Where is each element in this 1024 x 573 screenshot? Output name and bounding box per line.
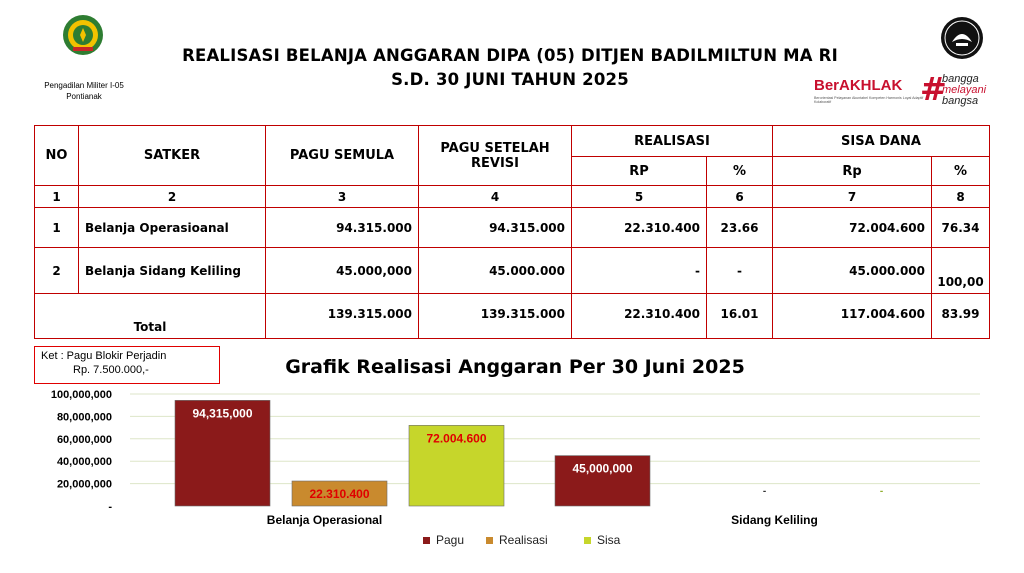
total-realisasi-rp: 22.310.400 <box>572 294 707 339</box>
data-label: 72.004.600 <box>426 431 487 446</box>
header-sisa-pct: % <box>932 157 990 186</box>
column-number: 4 <box>419 186 572 208</box>
brand-word: BerAKHLAK <box>814 77 903 94</box>
legend-label: Pagu <box>436 533 465 547</box>
column-number-row <box>35 186 990 208</box>
header-realisasi: REALISASI <box>572 126 773 157</box>
cell-sisa-rp: 45.000.000 <box>773 248 932 294</box>
header-realisasi-rp: RP <box>572 157 707 186</box>
header-sisa-rp: Rp <box>773 157 932 186</box>
bar-chart <box>0 384 1024 573</box>
cell-pagu-semula: 94.315.000 <box>266 208 419 248</box>
court-name-line2: Pontianak <box>66 92 102 101</box>
column-number: 7 <box>773 186 932 208</box>
cell-realisasi-rp: - <box>572 248 707 294</box>
total-pagu-semula: 139.315.000 <box>266 294 419 339</box>
x-category-label: Sidang Keliling <box>731 513 818 527</box>
total-row <box>35 294 990 339</box>
header-pagu-revisi-line1: PAGU SETELAH <box>440 140 550 156</box>
legend-swatch-pagu <box>423 537 430 544</box>
cell-no: 2 <box>35 248 79 294</box>
cell-realisasi-pct: 23.66 <box>707 208 773 248</box>
column-number: 2 <box>79 186 266 208</box>
page-title <box>140 44 880 92</box>
institution-emblem-icon <box>940 16 984 60</box>
y-tick-label: - <box>108 501 112 513</box>
court-name <box>24 80 144 102</box>
slogan-word-3: bangsa <box>942 95 979 107</box>
cell-pagu-semula: 45.000,000 <box>266 248 419 294</box>
y-tick-label: 100,000,000 <box>50 389 112 401</box>
table-row <box>35 208 990 248</box>
header-pagu-semula: PAGU SEMULA <box>266 126 419 186</box>
slogan-word-2: melayani <box>942 84 987 96</box>
cell-satker: Belanja Sidang Keliling <box>79 248 266 294</box>
note-box <box>34 346 220 384</box>
header-pagu-revisi <box>419 126 572 186</box>
cell-satker: Belanja Operasioanal <box>79 208 266 248</box>
cell-sisa-pct: 100,00 <box>932 248 990 294</box>
cell-sisa-pct: 76.34 <box>932 208 990 248</box>
y-tick-label: 20,000,000 <box>56 478 112 491</box>
chart-title: Grafik Realisasi Anggaran Per 30 Juni 2025 <box>285 356 745 378</box>
cell-realisasi-pct: - <box>707 248 773 294</box>
legend-label: Sisa <box>597 533 621 547</box>
x-category-label: Belanja Operasional <box>266 513 383 527</box>
y-tick-label: 60,000,000 <box>56 433 112 446</box>
data-label: - <box>762 486 767 497</box>
column-number: 3 <box>266 186 419 208</box>
cell-pagu-revisi: 45.000.000 <box>419 248 572 294</box>
slogan-word-1: bangga <box>942 73 979 85</box>
y-tick-label: 80,000,000 <box>56 411 112 424</box>
brand-tagline: Berorientasi Pelayanan Akuntabel Kompeten Harmonis Loyal Adaptif Kolaboratif <box>814 96 924 104</box>
total-pagu-revisi: 139.315.000 <box>419 294 572 339</box>
data-label: 45,000,000 <box>572 461 633 476</box>
note-line2: Rp. 7.500.000,- <box>73 364 149 376</box>
header-satker: SATKER <box>79 126 266 186</box>
total-sisa-rp: 117.004.600 <box>773 294 932 339</box>
cell-sisa-rp: 72.004.600 <box>773 208 932 248</box>
cell-no: 1 <box>35 208 79 248</box>
data-label: 22.310.400 <box>309 487 370 502</box>
berakhlak-logo <box>814 72 994 108</box>
legend-swatch-realisasi <box>486 537 493 544</box>
header-sisa: SISA DANA <box>773 126 990 157</box>
table-row <box>35 248 990 294</box>
cell-realisasi-rp: 22.310.400 <box>572 208 707 248</box>
header-realisasi-pct: % <box>707 157 773 186</box>
total-realisasi-pct: 16.01 <box>707 294 773 339</box>
header-no: NO <box>35 126 79 186</box>
title-line2: S.D. 30 JUNI TAHUN 2025 <box>391 70 629 89</box>
legend-swatch-sisa <box>584 537 591 544</box>
column-number: 5 <box>572 186 707 208</box>
y-tick-label: 40,000,000 <box>56 456 112 469</box>
total-sisa-pct: 83.99 <box>932 294 990 339</box>
hashtag-icon: # <box>920 70 947 108</box>
court-name-line1: Pengadilan Militer I-05 <box>44 81 124 90</box>
court-emblem-icon <box>62 14 104 56</box>
header-pagu-revisi-line2: REVISI <box>471 155 519 171</box>
data-label: 94,315,000 <box>192 406 253 421</box>
column-number: 6 <box>707 186 773 208</box>
header-row-1 <box>35 126 990 157</box>
column-number: 1 <box>35 186 79 208</box>
data-label: - <box>879 486 884 497</box>
note-line1: Ket : Pagu Blokir Perjadin <box>41 350 167 362</box>
brand-slogan <box>942 74 986 107</box>
column-number: 8 <box>932 186 990 208</box>
budget-table <box>34 125 990 339</box>
title-line1: REALISASI BELANJA ANGGARAN DIPA (05) DITJEN BADILMILTUN MA RI <box>182 46 838 65</box>
legend-label: Realisasi <box>499 533 548 547</box>
cell-pagu-revisi: 94.315.000 <box>419 208 572 248</box>
total-label: Total <box>35 294 266 339</box>
